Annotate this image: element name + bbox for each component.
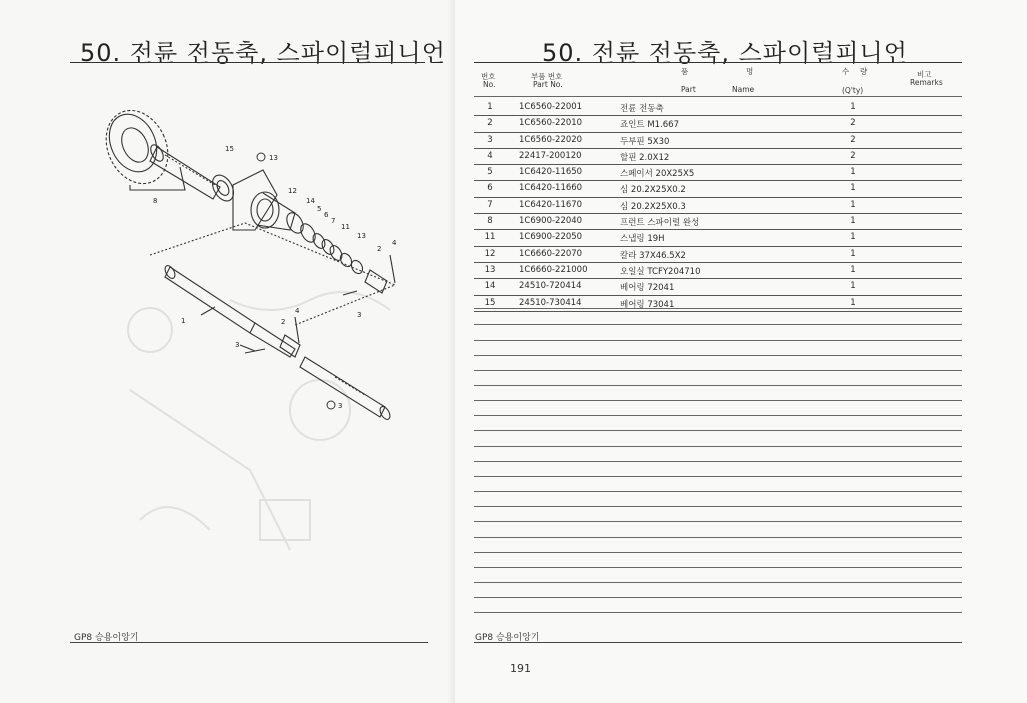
page-number: 191 [510, 662, 531, 675]
left-title-rule [70, 62, 425, 63]
spiral-bevel-gear-icon [95, 100, 179, 193]
header-name-ko-1: 품 [681, 67, 689, 76]
header-no-en: No. [483, 80, 496, 89]
header-remarks-ko: 비고 [917, 70, 932, 79]
header-name-en-name: Name [732, 85, 755, 94]
table-row: 4 22417-200120 할핀 2.0X12 2 [474, 149, 962, 165]
callout-3-lower: 3 [235, 341, 240, 349]
header-remarks-en: Remarks [910, 78, 943, 87]
table-row: 5 1C6420-11650 스페이서 20X25X5 1 [474, 165, 962, 181]
table-row: 11 1C6900-22050 스냅링 19H 1 [474, 230, 962, 246]
right-page-title: 50. 전륜 전동축, 스파이럴피니언 [542, 39, 908, 67]
table-row: 15 24510-730414 베어링 73041 1 [474, 296, 962, 312]
right-footer-rule [474, 642, 962, 643]
table-row: 6 1C6420-11660 심 20.2X25X0.2 1 [474, 181, 962, 197]
cotter-pin-4-lower-icon [295, 317, 299, 343]
callout-ref-13: 13 [269, 154, 278, 162]
callout-6: 6 [324, 211, 329, 219]
right-title-rule [474, 62, 962, 63]
callout-7: 7 [331, 217, 336, 225]
callout-2-lower: 2 [281, 318, 286, 326]
shim-6-icon [320, 238, 337, 257]
table-row: 12 1C6660-22070 칼라 37X46.5X2 1 [474, 247, 962, 263]
left-footer-rule [70, 642, 428, 643]
table-row: 7 1C6420-11670 심 20.2X25X0.3 1 [474, 198, 962, 214]
callout-2: 2 [377, 245, 382, 253]
shim-7-icon [328, 244, 345, 263]
head-pin-3-icon [343, 291, 357, 295]
callout-3: 3 [357, 311, 362, 319]
callout-12: 12 [288, 187, 297, 195]
header-part-ko: 부품 번호 [531, 72, 563, 81]
table-row: 8 1C6900-22040 프런트 스파이럴 완성 1 [474, 214, 962, 230]
header-bottom-rule [474, 96, 962, 97]
header-name-ko-2: 명 [746, 67, 754, 76]
header-qty-en: (Q'ty) [842, 86, 864, 95]
left-footer-model: GP8 승용이앙기 [74, 633, 139, 643]
callout-4-lower: 4 [295, 307, 300, 315]
table-row: 13 1C6660-221000 오일실 TCFY204710 1 [474, 263, 962, 279]
left-page [0, 0, 455, 703]
parts-table [474, 100, 962, 312]
left-page-title: 50. 전륜 전동축, 스파이럴피니언 [80, 39, 446, 67]
collar-12-icon [283, 210, 306, 236]
housing-icon [233, 170, 295, 230]
front-drive-shaft-icon [163, 264, 295, 357]
right-footer-model: GP8 승용이앙기 [475, 633, 540, 643]
table-row: 3 1C6560-22020 두부핀 5X30 2 [474, 133, 962, 149]
output-shaft-icon [300, 357, 392, 421]
pinion-shaft-icon [148, 143, 220, 199]
header-qty-ko-1: 수 [842, 67, 850, 76]
callout-14: 14 [306, 197, 315, 205]
callout-8: 8 [153, 197, 158, 205]
header-no-ko: 번호 [481, 72, 496, 81]
table-row: 14 24510-720414 베어링 72041 1 [474, 279, 962, 295]
callout-5: 5 [317, 205, 322, 213]
exploded-parts-diagram [95, 95, 410, 435]
callout-1: 1 [181, 317, 186, 325]
callout-13: 13 [357, 232, 366, 240]
callout-ref-3: 3 [338, 402, 343, 410]
head-pin-3-lower-icon [245, 349, 265, 353]
table-row: 1 1C6560-22001 전륜 전동축 1 [474, 100, 962, 116]
header-qty-ko-2: 량 [860, 67, 868, 76]
callout-11: 11 [341, 223, 350, 231]
oil-seal-14-icon [298, 221, 318, 244]
header-name-en-part: Part [681, 85, 696, 94]
callout-4: 4 [392, 239, 397, 247]
table-row: 2 1C6560-22010 죠인트 M1.667 2 [474, 116, 962, 132]
spacer-5-icon [311, 232, 328, 251]
header-part-en: Part No. [533, 80, 563, 89]
cotter-pin-4-icon [390, 255, 395, 283]
callout-15: 15 [225, 145, 234, 153]
